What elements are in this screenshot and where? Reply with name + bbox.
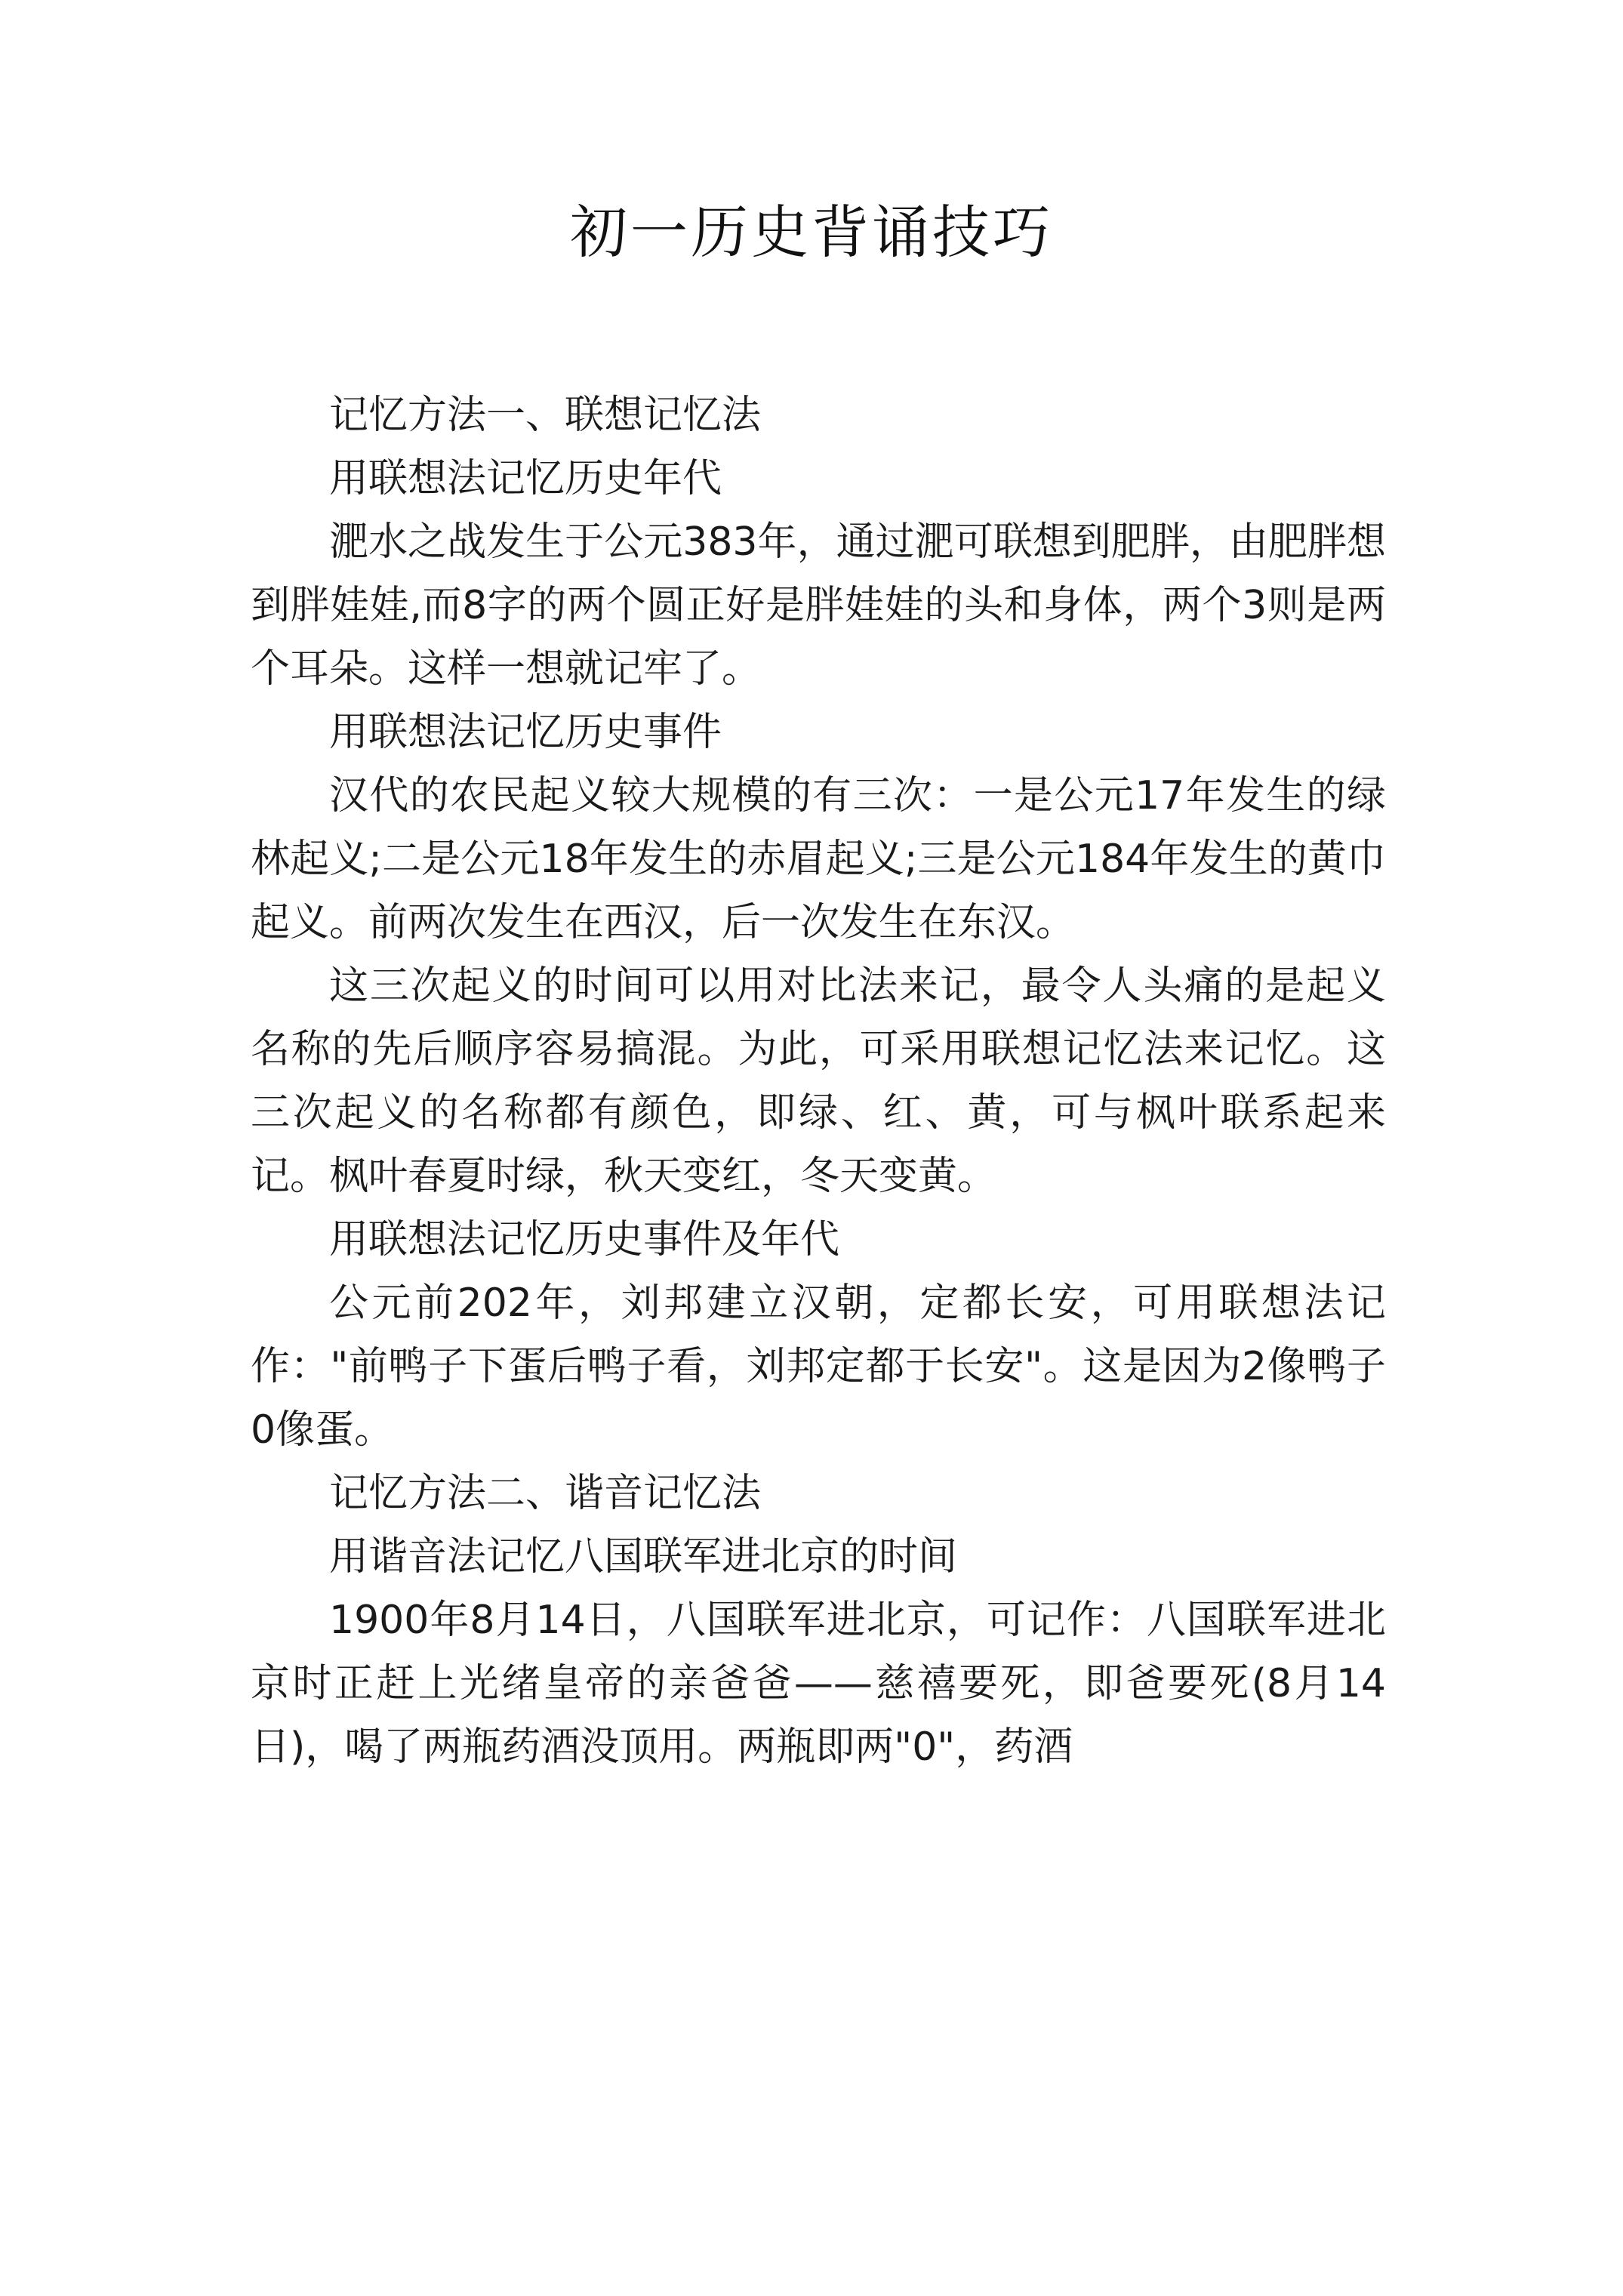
paragraph-eight-nation: 1900年8月14日，八国联军进北京，可记作：八国联军进北京时正赶上光绪皇帝的亲爸爸——慈禧要死，即爸要死(8月14日)，喝了两瓶药酒没顶用。两瓶即两"0"，药酒	[251, 1598, 1386, 1770]
document-body	[251, 384, 1386, 1779]
heading-method-two: 记忆方法二、谐音记忆法	[329, 1471, 762, 1516]
paragraph-han-uprisings: 汉代的农民起义较大规模的有三次：一是公元17年发生的绿林起义;二是公元18年发生的赤眉起义;三是公元184年发生的黄巾起义。前两次发生在西汉，后一次发生在东汉。	[251, 773, 1386, 945]
subheading-eight-nation: 用谐音法记忆八国联军进北京的时间	[329, 1534, 958, 1579]
paragraph-liu-bang: 公元前202年，刘邦建立汉朝，定都长安，可用联想法记作："前鸭子下蛋后鸭子看，刘邦定都于长安"。这是因为2像鸭子0像蛋。	[251, 1281, 1386, 1453]
subheading-years: 用联想法记忆历史年代	[329, 456, 722, 501]
paragraph-maple-leaf: 这三次起义的时间可以用对比法来记，最令人头痛的是起义名称的先后顺序容易搞混。为此，可采用联想记忆法来记忆。这三次起义的名称都有颜色，即绿、红、黄，可与枫叶联系起来记。枫叶春夏时绿，秋天变红，冬天变黄。	[251, 963, 1386, 1199]
document-title: 初一历史背诵技巧	[570, 199, 1053, 266]
paragraph-feishui: 淝水之战发生于公元383年，通过淝可联想到肥胖，由肥胖想到胖娃娃,而8字的两个圆正好是胖娃娃的头和身体，两个3则是两个耳朵。这样一想就记牢了。	[251, 519, 1386, 692]
heading-method-one: 记忆方法一、联想记忆法	[329, 393, 762, 438]
subheading-events: 用联想法记忆历史事件	[329, 710, 722, 755]
subheading-events-and-years: 用联想法记忆历史事件及年代	[329, 1217, 840, 1262]
